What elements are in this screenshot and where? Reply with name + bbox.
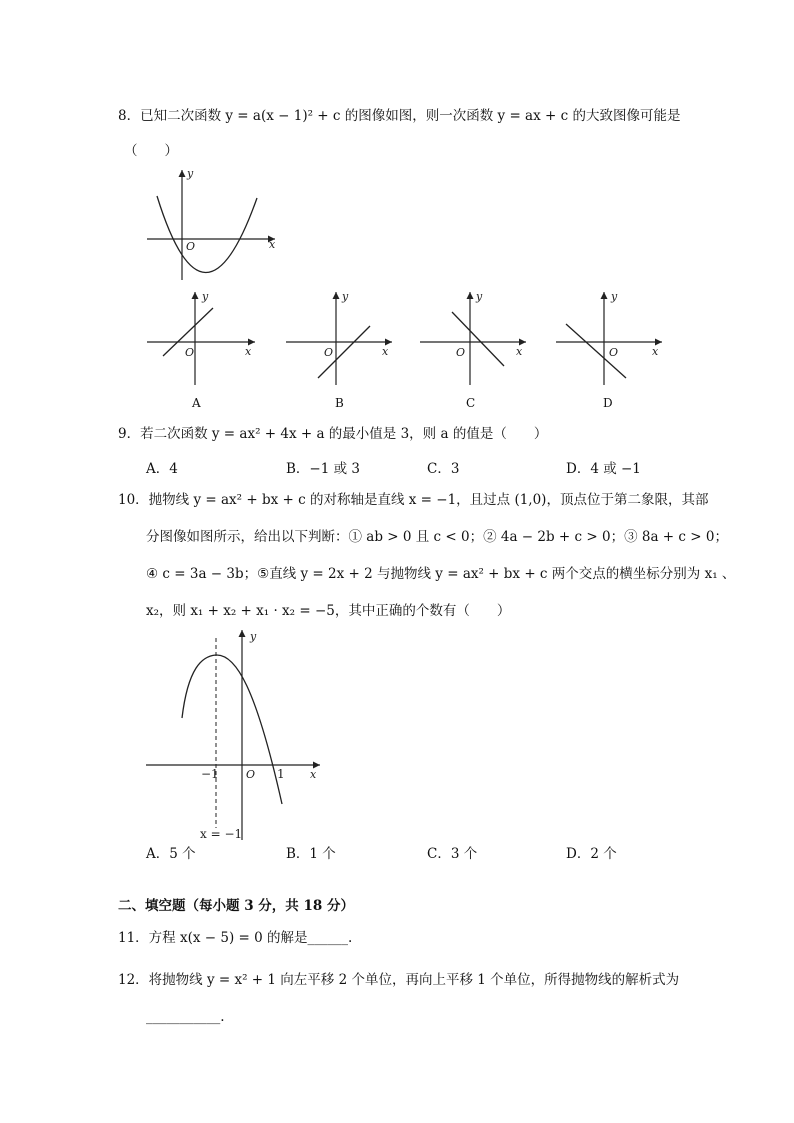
- q10-option-d: D．2 个: [566, 846, 617, 862]
- q8b-y-label: y: [342, 290, 349, 303]
- q10-tick-1: 1: [277, 767, 285, 781]
- q8-option-b-graph: [284, 290, 404, 390]
- q10-stem-line2: 分图像如图所示，给出以下判断：① ab > 0 且 c < 0；② 4a − 2b + c > 0；③ 8a + c > 0；: [146, 529, 728, 545]
- q8d-x-label: x: [652, 345, 659, 358]
- q8-option-c-label: C: [466, 396, 476, 410]
- q10-option-b: B．1 个: [286, 846, 336, 862]
- q8-answer-bracket: （ ）: [124, 143, 178, 159]
- q8a-x-label: x: [245, 345, 252, 358]
- q10-option-c: C．3 个: [427, 846, 478, 862]
- q8a-y-label: y: [202, 290, 209, 303]
- q8d-y-label: y: [611, 290, 618, 303]
- q8-y-label: y: [187, 167, 194, 180]
- q8-parabola: [157, 196, 257, 273]
- q8a-origin-label: O: [185, 346, 195, 359]
- q10-option-a: A．5 个: [146, 846, 196, 862]
- q10-stem-line1: 10．抛物线 y = ax² + bx + c 的对称轴是直线 x = −1，且过点 (1,0)，顶点位于第二象限，其部: [118, 492, 709, 508]
- q8c-y-label: y: [476, 290, 483, 303]
- q12-stem-line2: ___________.: [146, 1009, 225, 1025]
- q11-stem: 11．方程 x(x − 5) = 0 的解是______.: [118, 930, 353, 946]
- q10-parabola-graph: [144, 628, 344, 843]
- q10-parabola: [182, 655, 282, 804]
- q8d-origin-label: O: [609, 346, 619, 359]
- q10-stem-line3: ④ c = 3a − 3b；⑤直线 y = 2x + 2 与抛物线 y = ax² + bx + c 两个交点的横坐标分别为 x₁ 、: [146, 566, 736, 582]
- q8-origin-label: O: [186, 240, 196, 253]
- q10-origin-label: O: [246, 768, 256, 781]
- q10-tick-neg1: −1: [201, 767, 219, 781]
- q8-option-c-graph: [418, 290, 538, 390]
- q10-y-label: y: [250, 630, 257, 643]
- q10-x-label: x: [310, 768, 317, 781]
- q8c-origin-label: O: [456, 346, 466, 359]
- q8-option-a-label: A: [192, 396, 201, 410]
- q8-option-a-graph: [145, 290, 265, 390]
- q8-parabola-graph: [145, 168, 285, 288]
- q9-option-b: B．−1 或 3: [286, 461, 360, 477]
- q8-stem-line1: 8．已知二次函数 y = a(x − 1)² + c 的图像如图，则一次函数 y = ax + c 的大致图像可能是: [118, 108, 681, 124]
- q10-axis-label: x = −1: [200, 827, 243, 841]
- q9-option-d: D．4 或 −1: [566, 461, 641, 477]
- q8-option-b-label: B: [335, 396, 344, 410]
- q8-x-label: x: [269, 238, 276, 251]
- q8-option-d-graph: [554, 290, 674, 390]
- q9-stem: 9．若二次函数 y = ax² + 4x + a 的最小值是 3，则 a 的值是（ ）: [118, 426, 548, 442]
- q8b-x-label: x: [382, 345, 389, 358]
- q10-stem-line4: x₂，则 x₁ + x₂ + x₁ · x₂ = −5，其中正确的个数有（ ）: [146, 603, 511, 619]
- q8b-origin-label: O: [324, 346, 334, 359]
- q9-option-a: A．4: [146, 461, 178, 477]
- section2-heading: 二、填空题（每小题 3 分，共 18 分）: [118, 898, 354, 914]
- q8-option-d-label: D: [603, 396, 613, 410]
- q9-option-c: C．3: [427, 461, 460, 477]
- q12-stem-line1: 12．将抛物线 y = x² + 1 向左平移 2 个单位，再向上平移 1 个单位，所得抛物线的解析式为: [118, 972, 680, 988]
- q8c-x-label: x: [516, 345, 523, 358]
